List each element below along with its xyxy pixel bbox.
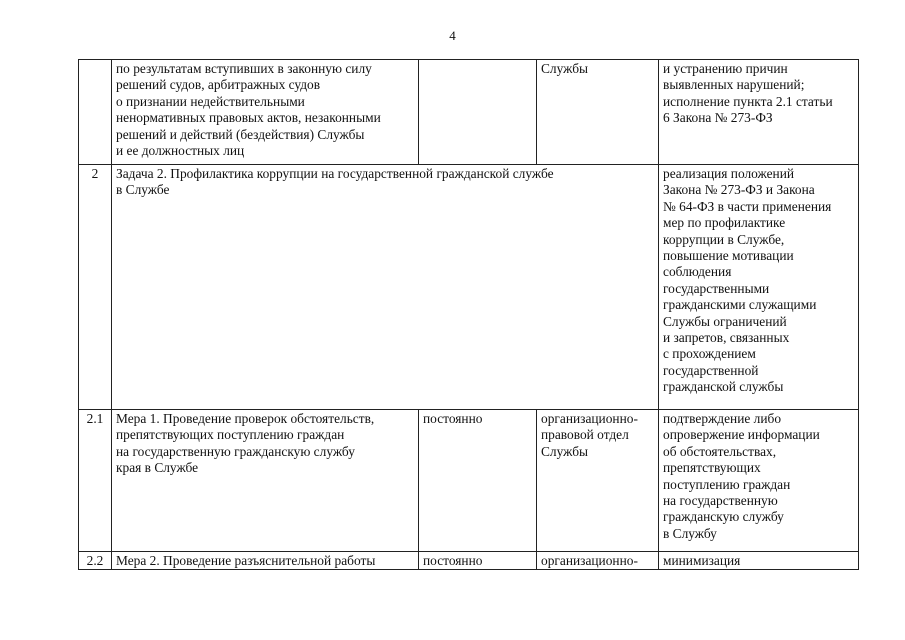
- table-row: [79, 165, 859, 410]
- responsible-cell: организационно- правовой отдел Службы: [537, 410, 659, 552]
- measure-cell: по результатам вступивших в законную силу решений судов, арбитражных судов о признании недействительными ненормативных правовых актов, незаконными решений и действий (бездействия) Службы и ее должностных лиц: [112, 60, 419, 165]
- result-cell: реализация положений Закона № 273-ФЗ и Закона № 64-ФЗ в части применения мер по профилактике коррупции в Службе, повышение мотивации соблюдения государственными гражданскими служащими Службы ограничений и запретов, связанных с прохождением государственной гражданской службы: [659, 165, 859, 410]
- responsible-cell: организационно-: [537, 552, 659, 570]
- period-cell: [419, 60, 537, 165]
- row-number: 2.2: [79, 552, 112, 570]
- period-cell: постоянно: [419, 552, 537, 570]
- task-cell: Задача 2. Профилактика коррупции на государственной гражданской службе в Службе: [112, 165, 659, 410]
- measure-cell: Мера 1. Проведение проверок обстоятельств, препятствующих поступлению граждан на государственную гражданскую службу края в Службе: [112, 410, 419, 552]
- result-cell: подтверждение либо опровержение информации об обстоятельствах, препятствующих поступлению граждан на государственную гражданскую службу в Службу: [659, 410, 859, 552]
- page-number: 4: [449, 28, 456, 43]
- table-row: [79, 552, 859, 570]
- measure-cell: Мера 2. Проведение разъяснительной работы: [112, 552, 419, 570]
- responsible-cell: Службы: [537, 60, 659, 165]
- measures-table: [78, 59, 859, 570]
- result-cell: минимизация: [659, 552, 859, 570]
- table-row: [79, 410, 859, 552]
- row-number: 2.1: [79, 410, 112, 552]
- period-cell: постоянно: [419, 410, 537, 552]
- row-number: 2: [79, 165, 112, 410]
- result-cell: и устранению причин выявленных нарушений; исполнение пункта 2.1 статьи 6 Закона № 273-ФЗ: [659, 60, 859, 165]
- row-number: [79, 60, 112, 165]
- table-row: [79, 60, 859, 165]
